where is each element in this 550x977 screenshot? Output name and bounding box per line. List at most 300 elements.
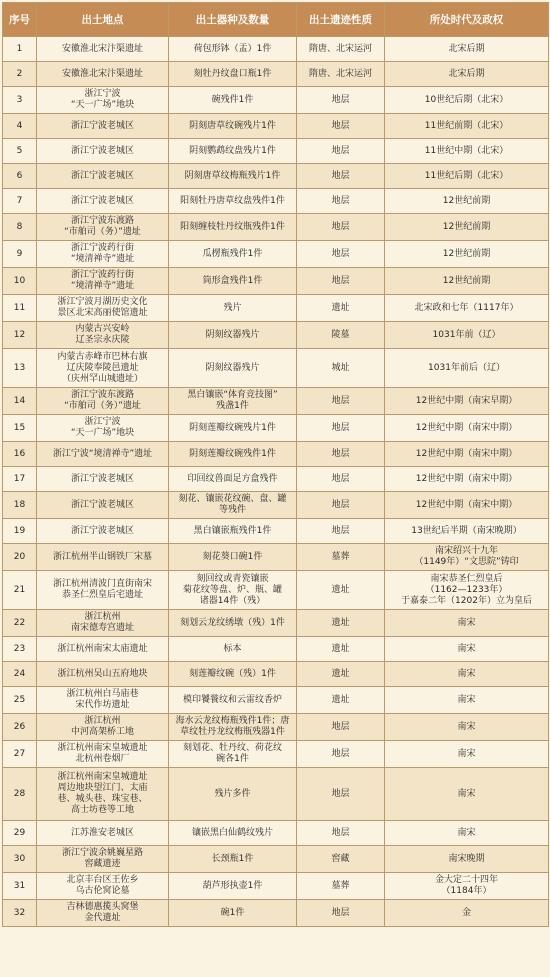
- cell-object: [169, 846, 297, 873]
- site-text: 浙江宁波 “天一广场”地块: [70, 417, 135, 438]
- cell-site: [37, 571, 169, 610]
- site-text: 安徽淮北宋汴渠遗址: [61, 43, 143, 54]
- cell-object: [169, 189, 297, 214]
- site-text: 浙江宁波“境清禅寺”遗址: [52, 448, 153, 459]
- nature-text: 地层: [331, 788, 350, 799]
- cell-no: [3, 62, 37, 87]
- nature-text: 遗址: [331, 302, 350, 313]
- cell-object: [169, 37, 297, 62]
- cell-object: [169, 492, 297, 519]
- table-row: [3, 821, 549, 846]
- cell-no: [3, 544, 37, 571]
- object-text: 碗1件: [220, 907, 245, 918]
- table-row: [3, 846, 549, 873]
- cell-no: [3, 189, 37, 214]
- cell-nature: [297, 349, 385, 388]
- nature-text: 隋唐、北宋运河: [308, 68, 372, 79]
- site-text: 浙江宁波药行街 “境清禅寺”遗址: [70, 243, 135, 264]
- no-text: 8: [16, 221, 23, 232]
- cell-object: [169, 610, 297, 637]
- no-text: 28: [13, 788, 26, 799]
- nature-text: 地层: [331, 145, 350, 156]
- cell-no: [3, 637, 37, 662]
- object-text: 碗残件1件: [211, 94, 254, 105]
- no-text: 18: [13, 499, 26, 510]
- no-text: 26: [13, 721, 26, 732]
- cell-site: [37, 846, 169, 873]
- site-text: 浙江杭州 南宋德寿宫遗址: [70, 612, 134, 633]
- cell-period: [385, 873, 549, 900]
- object-text: 阴刻莲瓣纹碗残片1件: [189, 422, 276, 433]
- nature-text: 地层: [331, 275, 350, 286]
- cell-object: [169, 295, 297, 322]
- period-text: 1031年前后（辽）: [428, 362, 505, 373]
- period-text: 南宋: [457, 668, 476, 679]
- object-text: 刻回纹或青瓷镶嵌 菊花纹等盘、炉、瓶、罐 诸器14件（残）: [182, 573, 282, 606]
- site-text: 浙江宁波月湖历史文化 景区北宋高丽使馆遗址: [57, 297, 148, 318]
- no-text: 27: [13, 748, 26, 759]
- cell-object: [169, 388, 297, 415]
- period-text: 12世纪前期: [442, 275, 491, 286]
- object-text: 印回纹兽面足方盒残件: [187, 473, 278, 484]
- cell-site: [37, 687, 169, 714]
- cell-no: [3, 139, 37, 164]
- period-text: 12世纪前期: [442, 195, 491, 206]
- cell-period: [385, 687, 549, 714]
- table-row: [3, 900, 549, 927]
- nature-text: 遗址: [331, 643, 350, 654]
- cell-period: [385, 87, 549, 114]
- cell-site: [37, 349, 169, 388]
- cell-no: [3, 388, 37, 415]
- object-text: 模印饕餮纹和云雷纹香炉: [182, 694, 282, 705]
- object-text: 长颈瓶1件: [211, 853, 254, 864]
- cell-site: [37, 662, 169, 687]
- cell-no: [3, 519, 37, 544]
- site-text: 内蒙古兴安岭 辽圣宗永庆陵: [75, 324, 130, 345]
- site-text: 浙江杭州 中河高架桥工地: [70, 716, 134, 737]
- period-text: 北宋后期: [448, 43, 485, 54]
- cell-no: [3, 492, 37, 519]
- cell-site: [37, 714, 169, 741]
- table-row: [3, 388, 549, 415]
- site-text: 浙江宁波老城区: [70, 525, 134, 536]
- period-text: 12世纪中期（南宋早期）: [415, 395, 518, 406]
- cell-nature: [297, 322, 385, 349]
- no-text: 19: [13, 525, 26, 536]
- nature-text: 墓葬: [331, 551, 350, 562]
- nature-text: 遗址: [331, 668, 350, 679]
- no-text: 15: [13, 422, 26, 433]
- cell-period: [385, 821, 549, 846]
- table-row: [3, 415, 549, 442]
- object-text: 刻划云龙纹绣墩（残）1件: [180, 617, 285, 628]
- period-text: 12世纪中期（南宋中期）: [415, 499, 518, 510]
- table-row: [3, 873, 549, 900]
- no-text: 4: [16, 120, 23, 131]
- cell-period: [385, 62, 549, 87]
- cell-period: [385, 467, 549, 492]
- cell-period: [385, 349, 549, 388]
- no-text: 30: [13, 853, 26, 864]
- no-text: 22: [13, 617, 26, 628]
- object-text: 残片: [223, 302, 242, 313]
- cell-nature: [297, 189, 385, 214]
- cell-nature: [297, 114, 385, 139]
- cell-object: [169, 214, 297, 241]
- cell-period: [385, 492, 549, 519]
- cell-site: [37, 900, 169, 927]
- nature-text: 地层: [331, 473, 350, 484]
- no-text: 25: [13, 694, 26, 705]
- cell-no: [3, 37, 37, 62]
- cell-site: [37, 467, 169, 492]
- cell-no: [3, 349, 37, 388]
- cell-no: [3, 768, 37, 821]
- cell-no: [3, 467, 37, 492]
- table-row: [3, 442, 549, 467]
- cell-nature: [297, 662, 385, 687]
- nature-text: 地层: [331, 448, 350, 459]
- cell-no: [3, 295, 37, 322]
- object-text: 标本: [223, 643, 242, 654]
- period-text: 11世纪后期（北宋）: [424, 170, 509, 181]
- cell-period: [385, 714, 549, 741]
- object-text: 阴刻纹器残片: [205, 329, 260, 340]
- cell-object: [169, 900, 297, 927]
- site-text: 浙江宁波 “天一广场”地块: [70, 89, 135, 110]
- cell-no: [3, 610, 37, 637]
- nature-text: 地层: [331, 94, 350, 105]
- table-row: [3, 741, 549, 768]
- site-text: 浙江宁波老城区: [70, 473, 134, 484]
- cell-site: [37, 114, 169, 139]
- cell-object: [169, 571, 297, 610]
- nature-text: 城址: [331, 362, 350, 373]
- cell-no: [3, 268, 37, 295]
- cell-site: [37, 37, 169, 62]
- table-row: [3, 37, 549, 62]
- cell-object: [169, 544, 297, 571]
- no-text: 9: [16, 248, 23, 259]
- cell-object: [169, 467, 297, 492]
- cell-nature: [297, 544, 385, 571]
- cell-site: [37, 610, 169, 637]
- nature-text: 地层: [331, 748, 350, 759]
- cell-no: [3, 662, 37, 687]
- site-text: 浙江杭州吴山五府地块: [57, 668, 148, 679]
- no-text: 20: [13, 551, 26, 562]
- no-text: 32: [13, 907, 26, 918]
- cell-period: [385, 768, 549, 821]
- cell-nature: [297, 768, 385, 821]
- nature-text: 隋唐、北宋运河: [308, 43, 372, 54]
- cell-site: [37, 241, 169, 268]
- no-text: 21: [13, 584, 26, 595]
- site-text: 浙江杭州半山钢铁厂宋墓: [52, 551, 152, 562]
- header-no: 序号: [3, 3, 37, 37]
- cell-nature: [297, 37, 385, 62]
- cell-nature: [297, 467, 385, 492]
- cell-period: [385, 846, 549, 873]
- cell-object: [169, 637, 297, 662]
- table-row: [3, 295, 549, 322]
- cell-period: [385, 241, 549, 268]
- cell-period: [385, 900, 549, 927]
- cell-site: [37, 139, 169, 164]
- cell-nature: [297, 295, 385, 322]
- cell-period: [385, 37, 549, 62]
- table-row: [3, 492, 549, 519]
- no-text: 2: [16, 68, 23, 79]
- nature-text: 地层: [331, 248, 350, 259]
- period-text: 金大定二十四年 （1184年）: [434, 875, 498, 896]
- cell-period: [385, 519, 549, 544]
- nature-text: 地层: [331, 525, 350, 536]
- cell-object: [169, 768, 297, 821]
- cell-period: [385, 662, 549, 687]
- no-text: 3: [16, 94, 23, 105]
- period-text: 11世纪前期（北宋）: [424, 120, 509, 131]
- period-text: 南宋: [457, 721, 476, 732]
- period-text: 南宋: [457, 643, 476, 654]
- cell-no: [3, 571, 37, 610]
- period-text: 南宋: [457, 827, 476, 838]
- cell-no: [3, 87, 37, 114]
- no-text: 16: [13, 448, 26, 459]
- nature-text: 地层: [331, 721, 350, 732]
- no-text: 13: [13, 362, 26, 373]
- object-text: 阳刻缠枝牡丹纹瓶残件1件: [180, 221, 285, 232]
- cell-no: [3, 114, 37, 139]
- object-text: 瓜楞瓶残件1件: [202, 248, 263, 259]
- cell-nature: [297, 415, 385, 442]
- cell-nature: [297, 388, 385, 415]
- period-text: 12世纪前期: [442, 221, 491, 232]
- no-text: 23: [13, 643, 26, 654]
- period-text: 南宋晚期: [448, 853, 485, 864]
- period-text: 南宋: [457, 788, 476, 799]
- no-text: 6: [16, 170, 23, 181]
- cell-object: [169, 322, 297, 349]
- cell-site: [37, 415, 169, 442]
- cell-site: [37, 741, 169, 768]
- cell-no: [3, 900, 37, 927]
- cell-period: [385, 114, 549, 139]
- cell-period: [385, 268, 549, 295]
- table-row: [3, 662, 549, 687]
- table-row: [3, 241, 549, 268]
- cell-object: [169, 741, 297, 768]
- cell-no: [3, 442, 37, 467]
- table-row: [3, 62, 549, 87]
- cell-site: [37, 544, 169, 571]
- cell-site: [37, 295, 169, 322]
- no-text: 29: [13, 827, 26, 838]
- table-row: [3, 189, 549, 214]
- cell-object: [169, 519, 297, 544]
- cell-object: [169, 268, 297, 295]
- cell-object: [169, 139, 297, 164]
- object-text: 残片多件: [214, 788, 251, 799]
- site-text: 浙江杭州白马庙巷 宋代作坊遗址: [66, 689, 139, 710]
- nature-text: 地层: [331, 422, 350, 433]
- cell-object: [169, 62, 297, 87]
- cell-nature: [297, 87, 385, 114]
- header-nature: 出土遗迹性质: [297, 3, 385, 37]
- table-row: [3, 214, 549, 241]
- no-text: 24: [13, 668, 26, 679]
- table-row: [3, 467, 549, 492]
- cell-period: [385, 415, 549, 442]
- cell-no: [3, 821, 37, 846]
- cell-nature: [297, 519, 385, 544]
- cell-period: [385, 571, 549, 610]
- cell-site: [37, 322, 169, 349]
- object-text: 阴刻唐草纹碗残片1件: [189, 120, 276, 131]
- cell-nature: [297, 741, 385, 768]
- nature-text: 地层: [331, 395, 350, 406]
- cell-object: [169, 442, 297, 467]
- period-text: 11世纪中期（北宋）: [424, 145, 509, 156]
- site-text: 浙江杭州南宋太庙遗址: [57, 643, 148, 654]
- site-text: 浙江杭州南宋皇城遗址 北杭州卷烟厂: [57, 743, 148, 764]
- period-text: 南宋: [457, 694, 476, 705]
- cell-object: [169, 714, 297, 741]
- nature-text: 陵墓: [331, 329, 350, 340]
- cell-site: [37, 214, 169, 241]
- cell-no: [3, 741, 37, 768]
- cell-site: [37, 87, 169, 114]
- header-period: 所处时代及政权: [385, 3, 549, 37]
- nature-text: 遗址: [331, 584, 350, 595]
- cell-period: [385, 741, 549, 768]
- site-text: 浙江宁波老城区: [70, 145, 134, 156]
- site-text: 浙江杭州南宋皇城遗址 周边地块望江门、太庙 巷、城头巷、珠宝巷、 高士坊巷等工地: [57, 772, 148, 815]
- object-text: 海水云龙纹梅瓶残件1件；唐 草纹牡丹龙纹梅瓶残器1件: [175, 716, 290, 737]
- table-row: [3, 714, 549, 741]
- cell-period: [385, 214, 549, 241]
- table-row: [3, 571, 549, 610]
- cell-object: [169, 164, 297, 189]
- table-header: [3, 3, 549, 37]
- excavation-table: [2, 2, 549, 927]
- cell-site: [37, 873, 169, 900]
- cell-no: [3, 873, 37, 900]
- site-text: 浙江宁波药行街 “境清禅寺”遗址: [70, 270, 135, 291]
- object-text: 刻莲瓣纹碗（残）1件: [189, 668, 276, 679]
- period-text: 南宋: [457, 748, 476, 759]
- object-text: 葫芦形执壶1件: [202, 880, 263, 891]
- cell-site: [37, 62, 169, 87]
- cell-nature: [297, 62, 385, 87]
- site-text: 浙江杭州清波门直街南宋 恭圣仁烈皇后宅遗址: [52, 579, 152, 600]
- table-row: [3, 544, 549, 571]
- object-text: 阳刻牡丹唐草纹盘残件1件: [180, 195, 285, 206]
- nature-text: 遗址: [331, 617, 350, 628]
- object-text: 阴刻莲瓣纹碗残件1件: [189, 448, 276, 459]
- nature-text: 地层: [331, 195, 350, 206]
- no-text: 14: [13, 395, 26, 406]
- period-text: 北宋政和七年（1117年）: [414, 302, 519, 313]
- cell-period: [385, 189, 549, 214]
- site-text: 浙江宁波余姚巍星路 窖藏遗迹: [61, 848, 143, 869]
- cell-site: [37, 442, 169, 467]
- cell-period: [385, 139, 549, 164]
- cell-no: [3, 322, 37, 349]
- object-text: 刻花葵口碗1件: [202, 551, 263, 562]
- cell-period: [385, 164, 549, 189]
- cell-no: [3, 687, 37, 714]
- cell-nature: [297, 610, 385, 637]
- table-row: [3, 349, 549, 388]
- period-text: 12世纪中期（南宋中期）: [415, 448, 518, 459]
- cell-site: [37, 388, 169, 415]
- cell-nature: [297, 637, 385, 662]
- table-row: [3, 87, 549, 114]
- header-object: 出土器种及数量: [169, 3, 297, 37]
- cell-period: [385, 388, 549, 415]
- cell-nature: [297, 268, 385, 295]
- cell-object: [169, 687, 297, 714]
- cell-site: [37, 492, 169, 519]
- period-text: 北宋后期: [448, 68, 485, 79]
- object-text: 镶嵌黑白仙鹤纹残片: [191, 827, 273, 838]
- cell-no: [3, 846, 37, 873]
- table-row: [3, 610, 549, 637]
- nature-text: 地层: [331, 827, 350, 838]
- object-text: 阴刻鹦鹉纹盘残片1件: [189, 145, 276, 156]
- period-text: 1031年前（辽）: [432, 329, 501, 340]
- period-text: 金: [461, 907, 471, 918]
- no-text: 12: [13, 329, 26, 340]
- nature-text: 墓葬: [331, 880, 350, 891]
- cell-no: [3, 415, 37, 442]
- cell-no: [3, 164, 37, 189]
- cell-nature: [297, 139, 385, 164]
- no-text: 31: [13, 880, 26, 891]
- table-row: [3, 268, 549, 295]
- cell-nature: [297, 442, 385, 467]
- cell-object: [169, 873, 297, 900]
- cell-nature: [297, 214, 385, 241]
- period-text: 12世纪中期（南宋中期）: [415, 422, 518, 433]
- cell-object: [169, 87, 297, 114]
- table-row: [3, 164, 549, 189]
- table-row: [3, 322, 549, 349]
- cell-period: [385, 544, 549, 571]
- nature-text: 窖藏: [331, 853, 350, 864]
- cell-object: [169, 662, 297, 687]
- cell-period: [385, 637, 549, 662]
- cell-period: [385, 610, 549, 637]
- nature-text: 地层: [331, 221, 350, 232]
- nature-text: 遗址: [331, 694, 350, 705]
- table-row: [3, 768, 549, 821]
- header-site: 出土地点: [37, 3, 169, 37]
- table-row: [3, 114, 549, 139]
- site-text: 浙江宁波老城区: [70, 499, 134, 510]
- cell-nature: [297, 571, 385, 610]
- cell-period: [385, 295, 549, 322]
- cell-nature: [297, 492, 385, 519]
- nature-text: 地层: [331, 499, 350, 510]
- cell-no: [3, 241, 37, 268]
- cell-object: [169, 415, 297, 442]
- period-text: 南宋: [457, 617, 476, 628]
- no-text: 7: [16, 195, 23, 206]
- no-text: 11: [13, 302, 26, 313]
